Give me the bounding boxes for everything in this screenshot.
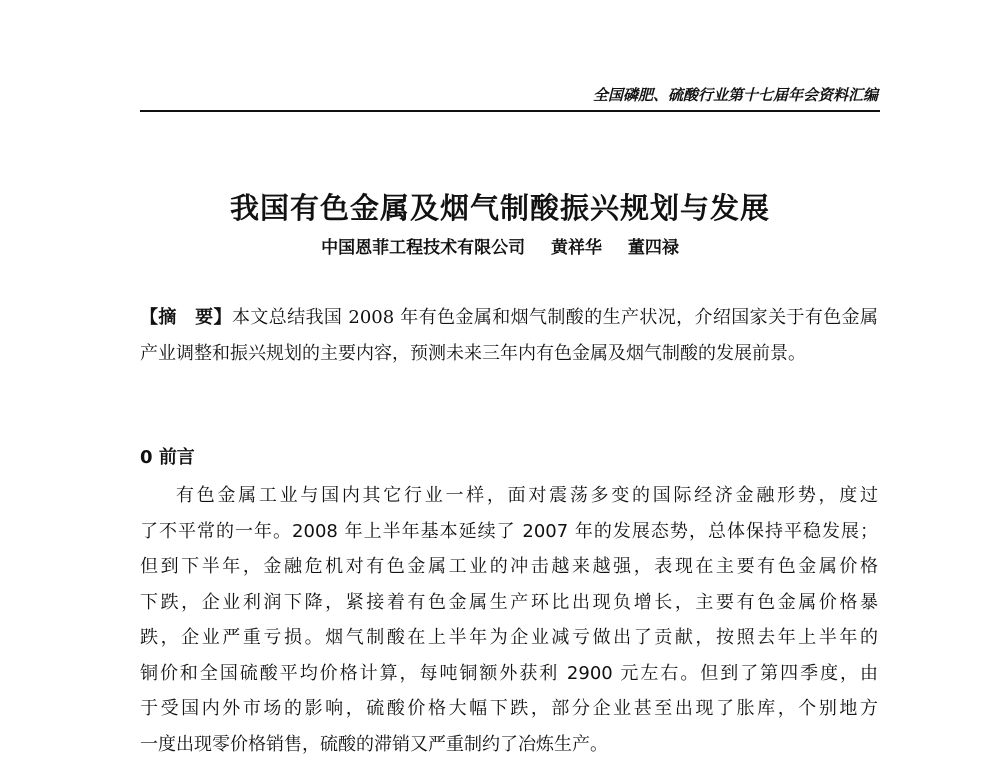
author-1: 黄祥华 bbox=[551, 238, 602, 258]
body-line: 铜价和全国硫酸平均价格计算，每吨铜额外获利 2900 元左右。但到了第四季度，由 bbox=[140, 656, 878, 692]
body-line: 跌，企业严重亏损。烟气制酸在上半年为企业减亏做出了贡献，按照去年上半年的 bbox=[140, 620, 878, 656]
body-line: 下跌，企业利润下降，紧接着有色金属生产环比出现负增长，主要有色金属价格暴 bbox=[140, 585, 878, 621]
section-body bbox=[140, 478, 878, 762]
section-heading bbox=[140, 443, 195, 469]
header-rule bbox=[140, 110, 880, 112]
affiliation: 中国恩菲工程技术有限公司 bbox=[321, 238, 525, 258]
paper-title: 我国有色金属及烟气制酸振兴规划与发展 bbox=[0, 186, 1000, 227]
section-number: 0 bbox=[140, 447, 153, 468]
abstract-text: 本文总结我国 2008 年有色金属和烟气制酸的生产状况，介绍国家关于有色金属产业调整和振兴规划的主要内容，预测未来三年内有色金属及烟气制酸的发展前景。 bbox=[140, 307, 878, 364]
body-line: 了不平常的一年。2008 年上半年基本延续了 2007 年的发展态势，总体保持平稳发展； bbox=[140, 514, 878, 550]
running-header: 全国磷肥、硫酸行业第十七届年会资料汇编 bbox=[560, 84, 878, 105]
body-line: 于受国内外市场的影响，硫酸价格大幅下跌，部分企业甚至出现了胀库，个别地方 bbox=[140, 691, 878, 727]
abstract bbox=[140, 300, 878, 372]
body-line: 但到下半年，金融危机对有色金属工业的冲击越来越强，表现在主要有色金属价格 bbox=[140, 549, 878, 585]
author-2: 董四禄 bbox=[628, 238, 679, 258]
abstract-label: 【摘 要】 bbox=[140, 307, 232, 328]
body-line: 有色金属工业与国内其它行业一样，面对震荡多变的国际经济金融形势，度过 bbox=[140, 478, 878, 514]
section-title: 前言 bbox=[159, 447, 195, 468]
body-line: 一度出现零价格销售，硫酸的滞销又严重制约了冶炼生产。 bbox=[140, 727, 878, 762]
byline bbox=[0, 233, 1000, 258]
